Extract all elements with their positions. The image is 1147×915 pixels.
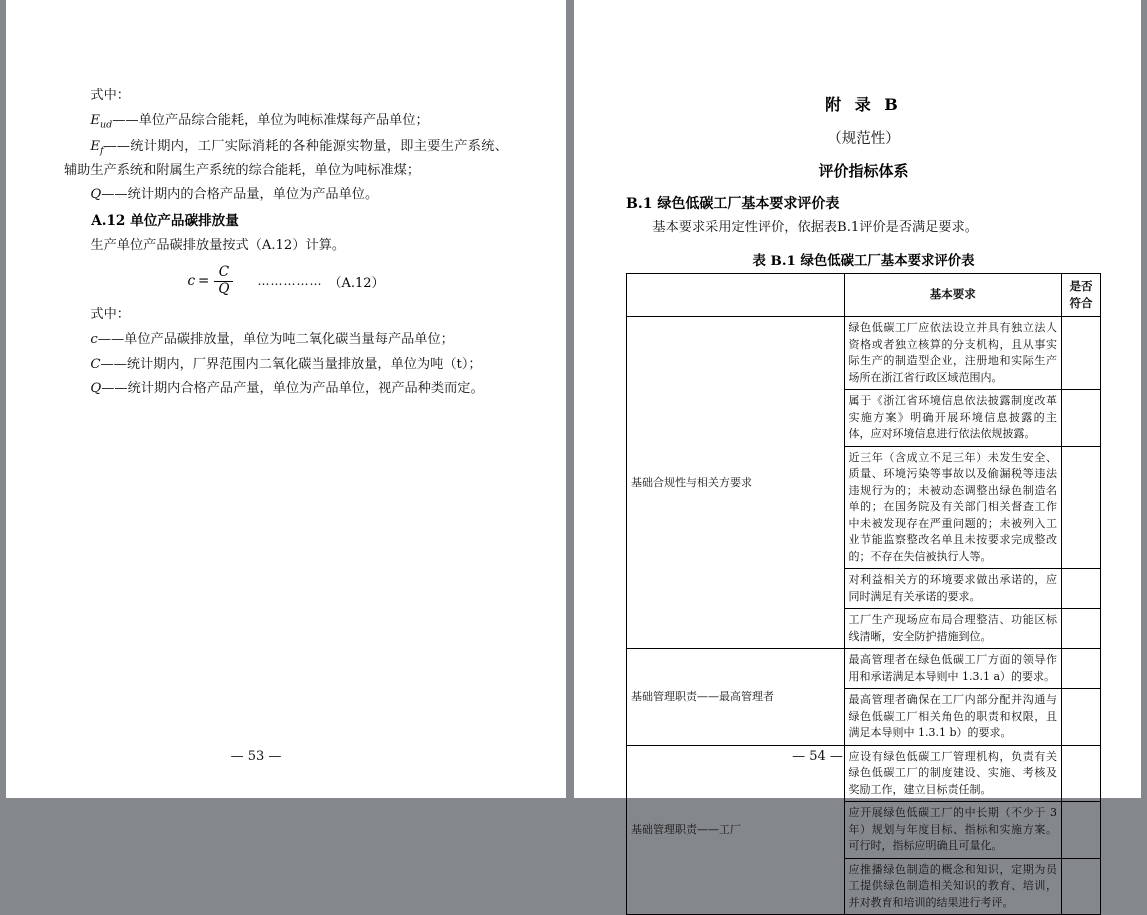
requirement-cell: 应推播绿色制造的概念和知识，定期为员工提供绿色制造相关知识的教育、培训，并对教育和培训的结果进行考评。: [844, 858, 1062, 915]
symbol-e-2: E: [90, 138, 101, 154]
conformance-cell[interactable]: [1062, 802, 1101, 859]
definition-q-2-text: ——统计期内合格产品产量，单位为产品单位，视产品种类而定。: [101, 381, 484, 397]
appendix-title: 附 录 B: [825, 95, 902, 114]
definition-eud: [64, 110, 508, 134]
definition-eud-text: ——单位产品综合能耗，单位为吨标准煤每产品单位；: [112, 112, 429, 128]
section-b1-paragraph: 基本要求采用定性评价，依据表B.1评价是否满足要求。: [652, 220, 978, 235]
conformance-cell[interactable]: [1062, 569, 1101, 609]
definition-c-upper-text: ——统计期内，厂界范围内二氧化碳当量排放量，单位为吨（t）；: [100, 356, 482, 372]
formula-fraction: [214, 266, 233, 296]
definition-ef: [64, 136, 508, 183]
definition-c-lower: [64, 329, 508, 352]
conformance-cell[interactable]: [1062, 390, 1101, 447]
table-header-requirement: 基本要求: [844, 273, 1062, 317]
requirement-cell: 绿色低碳工厂应依法设立并具有独立法人资格或者独立核算的分支机构，且从事实际生产的制造型企业，注册地和实际生产场所在浙江省行政区域范围内。: [844, 317, 1062, 390]
page-number-left: — 53 —: [230, 749, 282, 764]
formula-denominator: Q: [214, 281, 233, 297]
conformance-cell[interactable]: [1062, 689, 1101, 746]
symbol-c-lower: c: [90, 331, 98, 347]
evaluation-table: [626, 273, 1101, 915]
definition-c-upper: [64, 354, 508, 377]
conformance-cell[interactable]: [1062, 609, 1101, 649]
document-page-right: [574, 0, 1141, 909]
formula-leader-dots: ……………: [257, 274, 323, 289]
section-heading-b1: B.1 绿色低碳工厂基本要求评价表: [626, 196, 840, 212]
requirement-cell: 近三年（含成立不足三年）未发生安全、质量、环境污染等事故以及偷漏税等违法违规行为的；未被动态调整出绿色制造名单的；在国务院及有关部门相关督查工作中未被发现存在严重问题的；未被列入工业节能监察整改名单且未按要求完成整改的；不存在失信被执行人等。: [844, 446, 1062, 569]
requirement-cell: 应开展绿色低碳工厂的中长期（不少于 3 年）规划与年度目标、指标和实施方案。可行时，指标应明确且可量化。: [844, 802, 1062, 859]
formula-intro-text: 生产单位产品碳排放量按式（A.12）计算。: [90, 238, 346, 254]
appendix-subtitle: 评价指标体系: [818, 162, 909, 180]
table-row: [627, 317, 1101, 390]
definition-ef-text: ——统计期内，工厂实际消耗的各种能源实物量，即主要生产系统、辅助生产系统和附属生产系统的综合能耗，单位为吨标准煤；: [64, 138, 508, 178]
requirement-cell: 属于《浙江省环境信息依法披露制度改革实施方案》明确开展环境信息披露的主体，应对环境信息进行依法依规披露。: [844, 390, 1062, 447]
requirement-cell: 应设有绿色低碳工厂管理机构，负责有关绿色低碳工厂的制度建设、实施、考核及奖励工作，建立目标责任制。: [844, 745, 1062, 802]
conformance-cell[interactable]: [1062, 858, 1101, 915]
formula-lhs: c: [187, 273, 196, 290]
table-body: [627, 317, 1101, 915]
table-header-row: [627, 273, 1101, 317]
row-group-label-factory: 基础管理职责——工厂: [627, 745, 845, 915]
formula-equals: =: [198, 273, 210, 290]
conformance-cell[interactable]: [1062, 317, 1101, 390]
table-header-conformance: 是否符合: [1062, 273, 1101, 317]
requirement-cell: 最高管理者在绿色低碳工厂方面的领导作用和承诺满足本导则中 1.3.1 a）的要求。: [844, 649, 1062, 689]
formula-a12: [64, 266, 508, 296]
requirement-cell: 最高管理者确保在工厂内部分配并沟通与绿色低碳工厂相关角色的职责和权限，且满足本导则中 1.3.1 b）的要求。: [844, 689, 1062, 746]
row-group-label-compliance: 基础合规性与相关方要求: [627, 317, 845, 649]
definition-q: [64, 184, 508, 207]
symbol-q: Q: [90, 187, 102, 203]
symbol-e-subscript: ud: [100, 119, 113, 131]
left-page-content: [64, 85, 508, 403]
table-caption-b1: 表 B.1 绿色低碳工厂基本要求评价表: [752, 252, 975, 269]
conformance-cell[interactable]: [1062, 446, 1101, 569]
shizhong-label-2: 式中：: [90, 307, 130, 323]
row-group-label-top-management: 基础管理职责——最高管理者: [627, 649, 845, 746]
formula-number: （A.12）: [328, 275, 385, 291]
table-row: [627, 649, 1101, 689]
document-page-left: [6, 0, 566, 798]
shizhong-label-1: 式中：: [90, 88, 130, 103]
definition-q-2: [64, 378, 508, 401]
table-head: [627, 273, 1101, 317]
page-number-right: — 54 —: [792, 749, 843, 764]
requirement-cell: 对利益相关方的环境要求做出承诺的，应同时满足有关承诺的要求。: [844, 569, 1062, 609]
requirement-cell: 工厂生产现场应布局合理整洁、功能区标线清晰，安全防护措施到位。: [844, 609, 1062, 649]
symbol-e: E: [90, 112, 101, 128]
symbol-e-2-subscript: f: [100, 145, 104, 157]
appendix-normative-label: （规范性）: [827, 131, 900, 147]
table-header-category: [627, 273, 845, 317]
section-heading-a12: A.12 单位产品碳排放量: [91, 213, 239, 230]
formula-numerator: C: [218, 264, 230, 281]
symbol-q-2: Q: [90, 381, 102, 397]
conformance-cell[interactable]: [1062, 649, 1101, 689]
symbol-c-upper: C: [90, 356, 101, 372]
definition-c-lower-text: ——单位产品碳排放量，单位为吨二氧化碳当量每产品单位；: [97, 331, 454, 347]
definition-q-text: ——统计期内的合格产品量，单位为产品单位。: [101, 187, 379, 203]
right-page-content: [626, 88, 1101, 915]
